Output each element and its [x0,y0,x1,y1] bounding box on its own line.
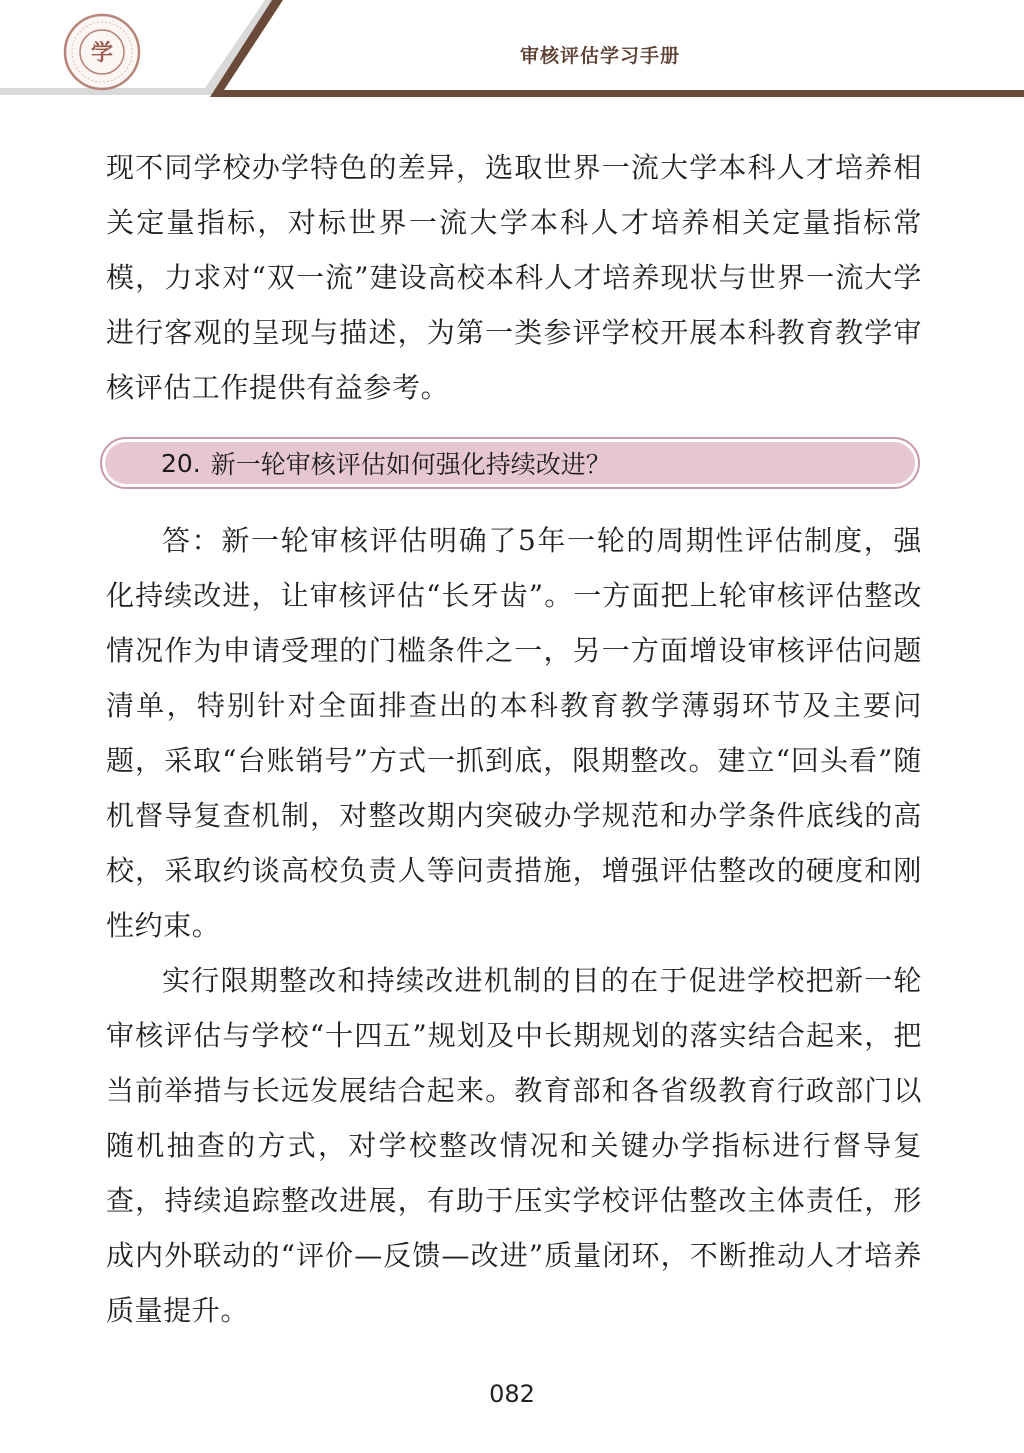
svg-text:学: 学 [90,40,114,66]
section-title: 新一轮审核评估如何强化持续改进？ [210,450,611,479]
section-number: 20. [161,448,201,478]
page-header [0,0,1024,100]
continued-paragraph: 现不同学校办学特色的差异，选取世界一流大学本科人才培养相关定量指标，对标世界一流大学本科人才培养相关定量指标常模，力求对“双一流”建设高校本科人才培养现状与世界一流大学进行客观的呈现与描述，为第一类参评学校开展本科教育教学审核评估工作提供有益参考。 [106,151,922,404]
section-heading-fill [105,442,915,484]
page-content [106,140,922,1338]
page-number: 082 [489,1380,535,1408]
answer-paragraph: 答：新一轮审核评估明确了5年一轮的周期性评估制度，强化持续改进，让审核评估“长牙齿”。一方面把上轮审核评估整改情况作为申请受理的门槛条件之一，另一方面增设审核评估问题清单，特别针对全面排查出的本科教育教学薄弱环节及主要问题，采取“台账销号”方式一抓到底，限期整改。建立“回头看”随机督导复查机制，对整改期内突破办学规范和办学条件底线的高校，采取约谈高校负责人等问责措施，增强评估整改的硬度和刚性约束。 [106,524,922,942]
running-title: 审核评估学习手册 [519,45,680,67]
university-seal-logo [63,13,141,91]
body-paragraph: 实行限期整改和持续改进机制的目的在于促进学校把新一轮审核评估与学校“十四五”规划及中长期规划的落实结合起来，把当前举措与长远发展结合起来。教育部和各省级教育行政部门以随机抽查的方式，对学校整改情况和关键办学指标进行督导复查，持续追踪整改进展，有助于压实学校评估整改主体责任，形成内外联动的“评价—反馈—改进”质量闭环，不断推动人才培养质量提升。 [106,964,922,1327]
section-heading [100,437,920,489]
